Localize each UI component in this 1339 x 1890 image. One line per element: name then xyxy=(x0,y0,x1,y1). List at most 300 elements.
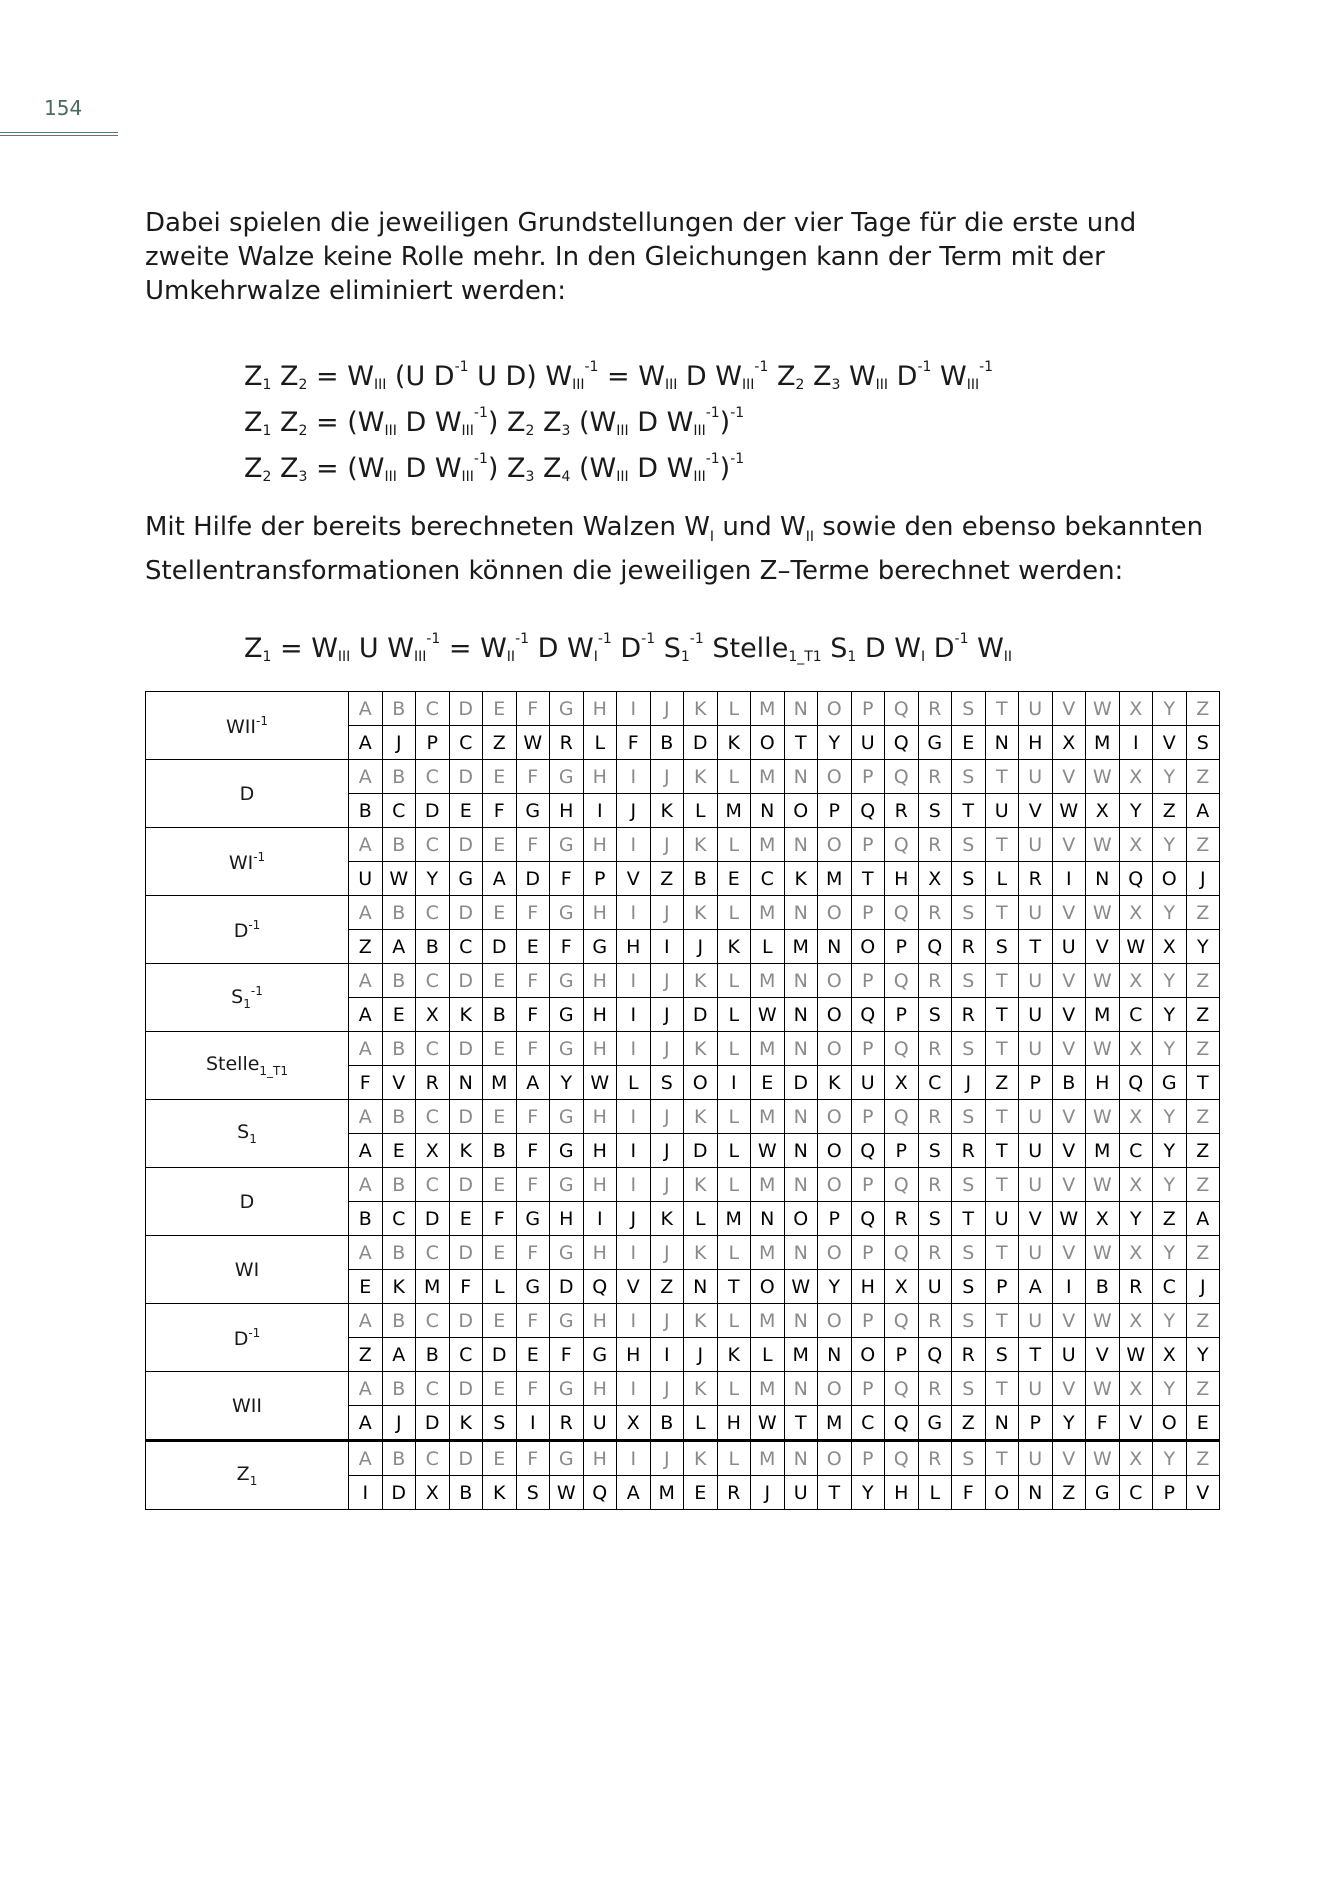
mapping-cell: A xyxy=(483,862,517,896)
alphabet-cell: X xyxy=(1119,896,1153,930)
table-row-input xyxy=(146,1100,1220,1134)
row-label: D xyxy=(146,1168,349,1236)
alphabet-cell: X xyxy=(1119,828,1153,862)
alphabet-cell: X xyxy=(1119,1168,1153,1202)
mapping-cell: M xyxy=(717,1202,751,1236)
alphabet-cell: X xyxy=(1119,1372,1153,1406)
alphabet-cell: X xyxy=(1119,760,1153,794)
alphabet-cell: H xyxy=(583,1100,617,1134)
mapping-cell: I xyxy=(1119,726,1153,760)
alphabet-cell: F xyxy=(516,1100,550,1134)
alphabet-cell: E xyxy=(483,1100,517,1134)
table-row-input xyxy=(146,828,1220,862)
alphabet-cell: G xyxy=(550,828,584,862)
substitution-table xyxy=(145,691,1220,1510)
alphabet-cell: R xyxy=(918,896,952,930)
mapping-cell: Z xyxy=(1186,998,1220,1032)
alphabet-cell: W xyxy=(1086,896,1120,930)
alphabet-cell: F xyxy=(516,1236,550,1270)
alphabet-cell: H xyxy=(583,1236,617,1270)
mapping-cell: Q xyxy=(583,1270,617,1304)
mapping-cell: S xyxy=(918,1202,952,1236)
mapping-cell: V xyxy=(1019,794,1053,828)
mapping-cell: M xyxy=(416,1270,450,1304)
mapping-cell: Y xyxy=(1119,1202,1153,1236)
mapping-cell: C xyxy=(1153,1270,1187,1304)
mapping-cell: Q xyxy=(918,930,952,964)
alphabet-cell: V xyxy=(1052,1304,1086,1338)
mapping-cell: R xyxy=(952,1338,986,1372)
mapping-cell: T xyxy=(1019,1338,1053,1372)
mapping-cell: A xyxy=(1186,1202,1220,1236)
alphabet-cell: E xyxy=(483,964,517,998)
alphabet-cell: T xyxy=(985,1441,1019,1476)
mapping-cell: S xyxy=(1186,726,1220,760)
alphabet-cell: O xyxy=(818,1236,852,1270)
mapping-cell: G xyxy=(1086,1476,1120,1510)
alphabet-cell: G xyxy=(550,1441,584,1476)
mapping-cell: G xyxy=(516,1270,550,1304)
alphabet-cell: S xyxy=(952,1304,986,1338)
mapping-cell: U xyxy=(1052,1338,1086,1372)
alphabet-cell: R xyxy=(918,828,952,862)
mapping-cell: Y xyxy=(1153,998,1187,1032)
alphabet-cell: H xyxy=(583,760,617,794)
mapping-cell: I xyxy=(583,794,617,828)
mapping-cell: B xyxy=(416,930,450,964)
mapping-cell: P xyxy=(1019,1406,1053,1441)
alphabet-cell: P xyxy=(851,1236,885,1270)
alphabet-cell: L xyxy=(717,692,751,726)
mapping-cell: M xyxy=(818,862,852,896)
alphabet-cell: O xyxy=(818,760,852,794)
mapping-cell: A xyxy=(617,1476,651,1510)
mapping-cell: L xyxy=(483,1270,517,1304)
alphabet-cell: Y xyxy=(1153,1236,1187,1270)
mapping-cell: Y xyxy=(1119,794,1153,828)
mapping-cell: E xyxy=(684,1476,718,1510)
mapping-cell: Q xyxy=(885,1406,919,1441)
alphabet-cell: M xyxy=(751,1304,785,1338)
alphabet-cell: I xyxy=(617,1032,651,1066)
mapping-cell: E xyxy=(382,998,416,1032)
alphabet-cell: A xyxy=(349,1236,383,1270)
mapping-cell: V xyxy=(1119,1406,1153,1441)
alphabet-cell: J xyxy=(650,1441,684,1476)
alphabet-cell: O xyxy=(818,1168,852,1202)
mapping-cell: T xyxy=(985,998,1019,1032)
mapping-cell: P xyxy=(885,1134,919,1168)
alphabet-cell: O xyxy=(818,1032,852,1066)
mapping-cell: D xyxy=(784,1066,818,1100)
alphabet-cell: J xyxy=(650,1168,684,1202)
mapping-cell: V xyxy=(1052,998,1086,1032)
mapping-cell: Y xyxy=(851,1476,885,1510)
alphabet-cell: M xyxy=(751,1100,785,1134)
mapping-cell: L xyxy=(617,1066,651,1100)
mapping-cell: W xyxy=(784,1270,818,1304)
mapping-cell: X xyxy=(885,1066,919,1100)
alphabet-cell: K xyxy=(684,1372,718,1406)
alphabet-cell: Q xyxy=(885,692,919,726)
mapping-cell: F xyxy=(483,794,517,828)
alphabet-cell: A xyxy=(349,1304,383,1338)
mapping-cell: N xyxy=(1086,862,1120,896)
mapping-cell: K xyxy=(650,794,684,828)
alphabet-cell: I xyxy=(617,1304,651,1338)
mapping-cell: O xyxy=(1153,862,1187,896)
alphabet-cell: C xyxy=(416,1304,450,1338)
mapping-cell: N xyxy=(818,930,852,964)
alphabet-cell: S xyxy=(952,760,986,794)
table-row-input xyxy=(146,760,1220,794)
mapping-cell: I xyxy=(516,1406,550,1441)
alphabet-cell: L xyxy=(717,896,751,930)
alphabet-cell: X xyxy=(1119,1236,1153,1270)
mapping-cell: F xyxy=(516,1134,550,1168)
mapping-cell: X xyxy=(1052,726,1086,760)
mapping-cell: H xyxy=(550,1202,584,1236)
mapping-cell: Y xyxy=(818,1270,852,1304)
mapping-cell: P xyxy=(818,794,852,828)
mapping-cell: C xyxy=(918,1066,952,1100)
mapping-cell: N xyxy=(449,1066,483,1100)
mapping-cell: K xyxy=(382,1270,416,1304)
alphabet-cell: Q xyxy=(885,760,919,794)
mapping-cell: W xyxy=(1052,1202,1086,1236)
mapping-cell: O xyxy=(784,1202,818,1236)
mapping-cell: E xyxy=(1186,1406,1220,1441)
mapping-cell: T xyxy=(985,1134,1019,1168)
mapping-cell: B xyxy=(650,1406,684,1441)
mapping-cell: C xyxy=(449,930,483,964)
alphabet-cell: D xyxy=(449,1441,483,1476)
alphabet-cell: Z xyxy=(1186,1304,1220,1338)
alphabet-cell: V xyxy=(1052,964,1086,998)
alphabet-cell: U xyxy=(1019,828,1053,862)
mapping-cell: A xyxy=(382,930,416,964)
alphabet-cell: A xyxy=(349,1372,383,1406)
mapping-cell: V xyxy=(1086,1338,1120,1372)
alphabet-cell: P xyxy=(851,1304,885,1338)
alphabet-cell: K xyxy=(684,828,718,862)
alphabet-cell: R xyxy=(918,1441,952,1476)
alphabet-cell: Z xyxy=(1186,1100,1220,1134)
alphabet-cell: C xyxy=(416,896,450,930)
mapping-cell: J xyxy=(952,1066,986,1100)
alphabet-cell: D xyxy=(449,1032,483,1066)
alphabet-cell: Z xyxy=(1186,828,1220,862)
alphabet-cell: W xyxy=(1086,692,1120,726)
mapping-cell: O xyxy=(684,1066,718,1100)
alphabet-cell: Q xyxy=(885,964,919,998)
mapping-cell: W xyxy=(382,862,416,896)
mapping-cell: J xyxy=(1186,862,1220,896)
mapping-cell: W xyxy=(1119,1338,1153,1372)
alphabet-cell: O xyxy=(818,964,852,998)
table-row-input xyxy=(146,1032,1220,1066)
mapping-cell: R xyxy=(952,1134,986,1168)
mapping-cell: C xyxy=(382,1202,416,1236)
alphabet-cell: B xyxy=(382,964,416,998)
mapping-cell: B xyxy=(416,1338,450,1372)
equation-1: $Z_1$ $Z_2 = W_{III}$ (U $D^{-1}$ U D) $W_{III}^{-1} = W_{III}$ D $W_{III}^{-1}$ $Z_2$ $Z_3$ $W_{III}$ $D^{-1}$ $W_{III}^{-1}$ xyxy=(244,359,994,393)
alphabet-cell: H xyxy=(583,1032,617,1066)
alphabet-cell: A xyxy=(349,828,383,862)
mapping-cell: L xyxy=(684,794,718,828)
mapping-cell: Z xyxy=(650,1270,684,1304)
alphabet-cell: F xyxy=(516,1032,550,1066)
mapping-cell: T xyxy=(818,1476,852,1510)
mapping-cell: T xyxy=(1186,1066,1220,1100)
alphabet-cell: M xyxy=(751,760,785,794)
row-label: $S_1$ xyxy=(146,1100,349,1168)
mapping-cell: G xyxy=(583,930,617,964)
alphabet-cell: G xyxy=(550,692,584,726)
alphabet-cell: S xyxy=(952,1236,986,1270)
alphabet-cell: D xyxy=(449,692,483,726)
alphabet-cell: G xyxy=(550,760,584,794)
mapping-cell: W xyxy=(1052,794,1086,828)
mapping-cell: K xyxy=(717,1338,751,1372)
alphabet-cell: N xyxy=(784,1032,818,1066)
mapping-cell: S xyxy=(985,1338,1019,1372)
alphabet-cell: L xyxy=(717,964,751,998)
table-row-input xyxy=(146,1236,1220,1270)
mapping-cell: X xyxy=(1153,1338,1187,1372)
mapping-cell: Q xyxy=(851,794,885,828)
row-label: $S_1^{-1}$ xyxy=(146,964,349,1032)
mapping-cell: M xyxy=(1086,998,1120,1032)
alphabet-cell: E xyxy=(483,760,517,794)
mapping-cell: S xyxy=(918,1134,952,1168)
mapping-cell: X xyxy=(416,1134,450,1168)
alphabet-cell: N xyxy=(784,1168,818,1202)
alphabet-cell: D xyxy=(449,1100,483,1134)
alphabet-cell: M xyxy=(751,964,785,998)
alphabet-cell: S xyxy=(952,828,986,862)
mapping-cell: T xyxy=(952,794,986,828)
alphabet-cell: A xyxy=(349,760,383,794)
mapping-cell: I xyxy=(1052,862,1086,896)
alphabet-cell: J xyxy=(650,964,684,998)
alphabet-cell: E xyxy=(483,1236,517,1270)
mapping-cell: V xyxy=(1186,1476,1220,1510)
equation-3: $Z_2$ $Z_3 = (W_{III}$ D $W_{III}^{-1}$) $Z_3$ $Z_4$ ($W_{III}$ D $W_{III}^{-1})^{-1}$ xyxy=(244,451,745,485)
alphabet-cell: E xyxy=(483,1304,517,1338)
alphabet-cell: L xyxy=(717,1168,751,1202)
alphabet-cell: Y xyxy=(1153,1304,1187,1338)
alphabet-cell: T xyxy=(985,692,1019,726)
mapping-cell: C xyxy=(1119,1476,1153,1510)
alphabet-cell: P xyxy=(851,1168,885,1202)
mapping-cell: X xyxy=(416,998,450,1032)
method-paragraph xyxy=(145,510,1225,588)
paragraph-text: Mit Hilfe der bereits berechneten Walzen $W_I$ und $W_{II}$ sowie den ebenso bekannten Stellentransformationen können die jeweiligen Z–Terme berechnet werden: xyxy=(145,512,1204,587)
row-label: $Z_1$ xyxy=(146,1441,349,1510)
alphabet-cell: K xyxy=(684,1032,718,1066)
mapping-cell: R xyxy=(885,1202,919,1236)
row-label: WII xyxy=(146,1372,349,1441)
mapping-cell: G xyxy=(918,1406,952,1441)
alphabet-cell: U xyxy=(1019,1168,1053,1202)
mapping-cell: E xyxy=(516,930,550,964)
mapping-cell: Y xyxy=(1153,1134,1187,1168)
alphabet-cell: E xyxy=(483,896,517,930)
alphabet-cell: R xyxy=(918,1304,952,1338)
table-row-input xyxy=(146,896,1220,930)
alphabet-cell: W xyxy=(1086,1441,1120,1476)
alphabet-cell: Q xyxy=(885,1441,919,1476)
mapping-cell: S xyxy=(918,998,952,1032)
alphabet-cell: L xyxy=(717,1441,751,1476)
mapping-cell: W xyxy=(1119,930,1153,964)
mapping-cell: Q xyxy=(851,998,885,1032)
mapping-cell: M xyxy=(1086,1134,1120,1168)
mapping-cell: W xyxy=(751,998,785,1032)
alphabet-cell: N xyxy=(784,964,818,998)
mapping-cell: J xyxy=(650,1134,684,1168)
mapping-cell: P xyxy=(885,1338,919,1372)
mapping-cell: J xyxy=(617,1202,651,1236)
mapping-cell: H xyxy=(885,1476,919,1510)
mapping-cell: S xyxy=(650,1066,684,1100)
mapping-cell: S xyxy=(952,1270,986,1304)
mapping-cell: H xyxy=(717,1406,751,1441)
alphabet-cell: R xyxy=(918,1032,952,1066)
alphabet-cell: N xyxy=(784,692,818,726)
alphabet-cell: N xyxy=(784,896,818,930)
alphabet-cell: E xyxy=(483,692,517,726)
mapping-cell: A xyxy=(349,1134,383,1168)
alphabet-cell: C xyxy=(416,1372,450,1406)
mapping-cell: F xyxy=(617,726,651,760)
alphabet-cell: M xyxy=(751,1032,785,1066)
alphabet-cell: U xyxy=(1019,1441,1053,1476)
alphabet-cell: T xyxy=(985,1168,1019,1202)
mapping-cell: R xyxy=(1019,862,1053,896)
alphabet-cell: R xyxy=(918,692,952,726)
alphabet-cell: L xyxy=(717,1100,751,1134)
alphabet-cell: U xyxy=(1019,1372,1053,1406)
alphabet-cell: I xyxy=(617,1236,651,1270)
alphabet-cell: Z xyxy=(1186,760,1220,794)
mapping-cell: O xyxy=(751,1270,785,1304)
alphabet-cell: H xyxy=(583,692,617,726)
mapping-cell: P xyxy=(818,1202,852,1236)
mapping-cell: F xyxy=(550,930,584,964)
mapping-cell: N xyxy=(985,1406,1019,1441)
mapping-cell: E xyxy=(449,1202,483,1236)
alphabet-cell: A xyxy=(349,896,383,930)
alphabet-cell: G xyxy=(550,896,584,930)
mapping-cell: Y xyxy=(1186,1338,1220,1372)
equation-4: $Z_1 = W_{III}$ U $W_{III}^{-1} = W_{II}^{-1}$ D $W_I^{-1}$ $D^{-1}$ $S_1^{-1}$ Stelle$_{1\_T1}$ $S_1$ D $W_I$ $D^{-1}$ $W_{II}$ xyxy=(244,631,1013,665)
mapping-cell: M xyxy=(1086,726,1120,760)
mapping-cell: H xyxy=(1086,1066,1120,1100)
alphabet-cell: Q xyxy=(885,828,919,862)
alphabet-cell: F xyxy=(516,692,550,726)
alphabet-cell: B xyxy=(382,1372,416,1406)
alphabet-cell: Z xyxy=(1186,692,1220,726)
mapping-cell: M xyxy=(818,1406,852,1441)
mapping-cell: Z xyxy=(985,1066,1019,1100)
mapping-cell: S xyxy=(516,1476,550,1510)
header-rule xyxy=(0,135,118,136)
mapping-cell: R xyxy=(416,1066,450,1100)
mapping-cell: O xyxy=(818,1134,852,1168)
alphabet-cell: Q xyxy=(885,1100,919,1134)
mapping-cell: I xyxy=(717,1066,751,1100)
table-row-input xyxy=(146,964,1220,998)
alphabet-cell: C xyxy=(416,760,450,794)
alphabet-cell: R xyxy=(918,1236,952,1270)
alphabet-cell: Y xyxy=(1153,692,1187,726)
row-label: $WII^{-1}$ xyxy=(146,692,349,760)
alphabet-cell: C xyxy=(416,828,450,862)
alphabet-cell: K xyxy=(684,692,718,726)
alphabet-cell: D xyxy=(449,1372,483,1406)
mapping-cell: F xyxy=(449,1270,483,1304)
mapping-cell: D xyxy=(416,1406,450,1441)
alphabet-cell: V xyxy=(1052,1032,1086,1066)
alphabet-cell: Y xyxy=(1153,760,1187,794)
alphabet-cell: R xyxy=(918,964,952,998)
mapping-cell: E xyxy=(717,862,751,896)
alphabet-cell: S xyxy=(952,1168,986,1202)
mapping-cell: B xyxy=(483,998,517,1032)
mapping-cell: B xyxy=(349,1202,383,1236)
alphabet-cell: I xyxy=(617,1100,651,1134)
alphabet-cell: G xyxy=(550,964,584,998)
alphabet-cell: V xyxy=(1052,692,1086,726)
mapping-cell: O xyxy=(851,930,885,964)
mapping-cell: Z xyxy=(952,1406,986,1441)
mapping-cell: U xyxy=(1019,998,1053,1032)
mapping-cell: B xyxy=(650,726,684,760)
mapping-cell: O xyxy=(851,1338,885,1372)
mapping-cell: G xyxy=(1153,1066,1187,1100)
alphabet-cell: J xyxy=(650,896,684,930)
mapping-cell: N xyxy=(784,1134,818,1168)
alphabet-cell: T xyxy=(985,1372,1019,1406)
mapping-cell: L xyxy=(684,1406,718,1441)
alphabet-cell: X xyxy=(1119,1100,1153,1134)
alphabet-cell: N xyxy=(784,1441,818,1476)
alphabet-cell: L xyxy=(717,1236,751,1270)
mapping-cell: B xyxy=(684,862,718,896)
alphabet-cell: M xyxy=(751,1236,785,1270)
mapping-cell: L xyxy=(751,1338,785,1372)
mapping-cell: Z xyxy=(1153,1202,1187,1236)
alphabet-cell: G xyxy=(550,1372,584,1406)
mapping-cell: G xyxy=(516,1202,550,1236)
alphabet-cell: E xyxy=(483,1168,517,1202)
mapping-cell: Z xyxy=(1186,1134,1220,1168)
alphabet-cell: K xyxy=(684,1304,718,1338)
mapping-cell: S xyxy=(918,794,952,828)
alphabet-cell: O xyxy=(818,1100,852,1134)
alphabet-cell: B xyxy=(382,1168,416,1202)
mapping-cell: F xyxy=(952,1476,986,1510)
mapping-cell: M xyxy=(717,794,751,828)
mapping-cell: I xyxy=(650,1338,684,1372)
alphabet-cell: A xyxy=(349,964,383,998)
mapping-cell: C xyxy=(449,1338,483,1372)
mapping-cell: U xyxy=(985,794,1019,828)
alphabet-cell: P xyxy=(851,1100,885,1134)
alphabet-cell: G xyxy=(550,1100,584,1134)
